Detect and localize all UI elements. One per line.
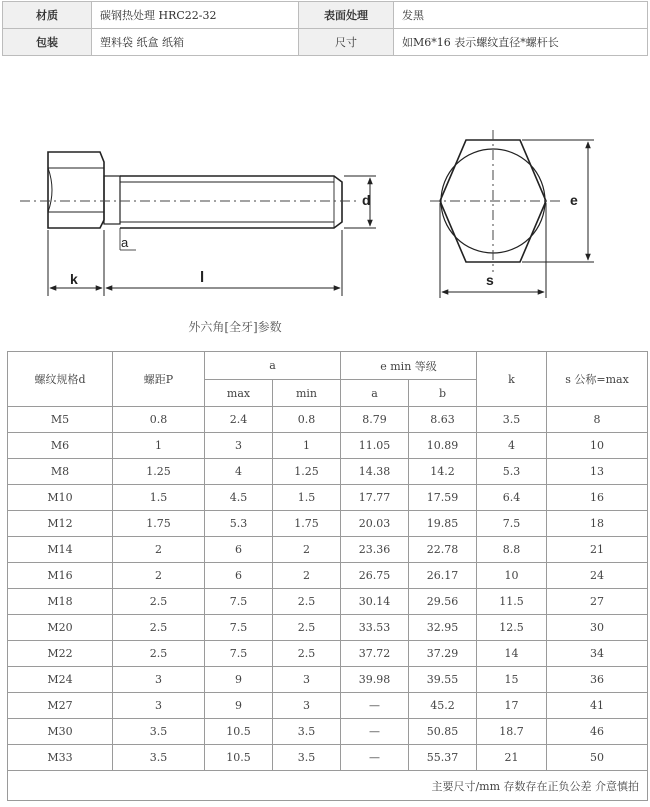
table-cell: 22.78	[409, 537, 477, 563]
table-cell: M5	[8, 407, 113, 433]
table-cell: 17.59	[409, 485, 477, 511]
table-cell: 8	[547, 407, 648, 433]
table-cell: 21	[477, 745, 547, 771]
table-cell: —	[341, 745, 409, 771]
size-label: 尺寸	[299, 29, 394, 56]
table-cell: —	[341, 719, 409, 745]
table-cell: 18	[547, 511, 648, 537]
table-cell: 0.8	[273, 407, 341, 433]
table-cell: 7.5	[205, 615, 273, 641]
table-cell: 14	[477, 641, 547, 667]
header-k: k	[477, 352, 547, 407]
material-value: 碳钢热处理 HRC22-32	[92, 2, 299, 29]
table-cell: 14.38	[341, 459, 409, 485]
table-cell: 18.7	[477, 719, 547, 745]
table-cell: M30	[8, 719, 113, 745]
table-row	[8, 589, 648, 615]
table-row	[8, 719, 648, 745]
table-cell: M24	[8, 667, 113, 693]
table-cell: M10	[8, 485, 113, 511]
table-cell: M8	[8, 459, 113, 485]
header-e: e min 等级	[341, 352, 477, 380]
table-cell: 7.5	[205, 641, 273, 667]
table-cell: 50.85	[409, 719, 477, 745]
header-a: a	[205, 352, 341, 380]
table-row	[8, 563, 648, 589]
table-cell: 3.5	[113, 719, 205, 745]
table-cell: 8.8	[477, 537, 547, 563]
header-a-min: min	[273, 380, 341, 407]
table-cell: 7.5	[205, 589, 273, 615]
header-a-max: max	[205, 380, 273, 407]
table-cell: 36	[547, 667, 648, 693]
info-row	[3, 29, 648, 56]
table-cell: 2	[273, 563, 341, 589]
table-cell: 10.5	[205, 745, 273, 771]
table-cell: 2.5	[113, 641, 205, 667]
table-cell: 10.5	[205, 719, 273, 745]
table-cell: 4	[477, 433, 547, 459]
table-cell: 1.75	[113, 511, 205, 537]
table-cell: 9	[205, 667, 273, 693]
dimension-k-l	[48, 230, 342, 296]
bolt-drawing	[0, 110, 650, 340]
table-cell: M6	[8, 433, 113, 459]
table-cell: 26.75	[341, 563, 409, 589]
table-cell: 26.17	[409, 563, 477, 589]
table-cell: 4	[205, 459, 273, 485]
table-cell: 23.36	[341, 537, 409, 563]
label-s: s	[486, 272, 494, 288]
table-cell: 45.2	[409, 693, 477, 719]
table-cell: 7.5	[477, 511, 547, 537]
table-cell: 50	[547, 745, 648, 771]
table-cell: 3.5	[273, 745, 341, 771]
table-cell: 1.5	[273, 485, 341, 511]
label-l: l	[200, 269, 205, 286]
table-cell: 12.5	[477, 615, 547, 641]
table-footer-note: 主要尺寸/mm 存数存在正负公差 介意慎拍	[8, 771, 648, 801]
table-cell: 41	[547, 693, 648, 719]
table-cell: 3	[113, 693, 205, 719]
table-cell: 6	[205, 537, 273, 563]
bolt-side-view	[48, 152, 342, 228]
table-cell: M27	[8, 693, 113, 719]
table-cell: 37.29	[409, 641, 477, 667]
table-cell: M20	[8, 615, 113, 641]
table-cell: 13	[547, 459, 648, 485]
table-cell: 2.4	[205, 407, 273, 433]
table-row	[8, 485, 648, 511]
table-cell: 39.98	[341, 667, 409, 693]
label-e: e	[570, 192, 578, 208]
label-k: k	[70, 271, 78, 287]
table-cell: 30.14	[341, 589, 409, 615]
table-cell: 55.37	[409, 745, 477, 771]
table-cell: M14	[8, 537, 113, 563]
table-row	[8, 433, 648, 459]
table-cell: 3	[273, 693, 341, 719]
table-cell: 32.95	[409, 615, 477, 641]
surface-value: 发黑	[394, 2, 648, 29]
label-d: d	[362, 192, 371, 208]
table-cell: 20.03	[341, 511, 409, 537]
table-cell: 30	[547, 615, 648, 641]
size-value: 如M6*16 表示螺纹直径*螺杆长	[394, 29, 648, 56]
table-cell: 6.4	[477, 485, 547, 511]
table-cell: 46	[547, 719, 648, 745]
table-cell: 27	[547, 589, 648, 615]
table-cell: 2.5	[113, 589, 205, 615]
material-label: 材质	[3, 2, 92, 29]
table-row	[8, 641, 648, 667]
table-cell: 5.3	[477, 459, 547, 485]
table-cell: 1	[273, 433, 341, 459]
header-e-a: a	[341, 380, 409, 407]
table-cell: M16	[8, 563, 113, 589]
table-cell: 16	[547, 485, 648, 511]
table-cell: 34	[547, 641, 648, 667]
table-cell: 4.5	[205, 485, 273, 511]
table-cell: 1.5	[113, 485, 205, 511]
package-label: 包装	[3, 29, 92, 56]
table-cell: 2.5	[113, 615, 205, 641]
dimension-d	[344, 176, 376, 228]
table-cell: 2	[113, 563, 205, 589]
table-cell: 6	[205, 563, 273, 589]
spec-table-body	[8, 407, 648, 771]
table-cell: 1.25	[273, 459, 341, 485]
table-cell: 3	[273, 667, 341, 693]
table-cell: 14.2	[409, 459, 477, 485]
table-cell: 3	[113, 667, 205, 693]
table-cell: 1.25	[113, 459, 205, 485]
table-cell: 17	[477, 693, 547, 719]
table-cell: 8.63	[409, 407, 477, 433]
table-cell: 10.89	[409, 433, 477, 459]
label-a: a	[121, 235, 129, 250]
header-e-b: b	[409, 380, 477, 407]
table-cell: 29.56	[409, 589, 477, 615]
header-row	[8, 352, 648, 380]
table-cell: 9	[205, 693, 273, 719]
table-cell: 2.5	[273, 615, 341, 641]
table-cell: 21	[547, 537, 648, 563]
product-info-table	[2, 1, 648, 56]
table-cell: 33.53	[341, 615, 409, 641]
table-cell: 1.75	[273, 511, 341, 537]
table-cell: 37.72	[341, 641, 409, 667]
footer-row	[8, 771, 648, 801]
table-cell: 2	[113, 537, 205, 563]
drawing-caption: 外六角[全牙]参数	[188, 320, 282, 334]
table-cell: 3.5	[273, 719, 341, 745]
table-row	[8, 407, 648, 433]
package-value: 塑料袋 纸盒 纸箱	[92, 29, 299, 56]
table-cell: M18	[8, 589, 113, 615]
table-cell: 11.5	[477, 589, 547, 615]
table-cell: 3.5	[113, 745, 205, 771]
table-cell: 3.5	[477, 407, 547, 433]
table-cell: 24	[547, 563, 648, 589]
table-cell: —	[341, 693, 409, 719]
table-cell: 10	[547, 433, 648, 459]
table-cell: 39.55	[409, 667, 477, 693]
table-cell: 5.3	[205, 511, 273, 537]
spec-table	[7, 351, 648, 801]
table-row	[8, 615, 648, 641]
header-pitch: 螺距P	[113, 352, 205, 407]
table-cell: M12	[8, 511, 113, 537]
table-cell: 1	[113, 433, 205, 459]
table-row	[8, 537, 648, 563]
table-cell: 10	[477, 563, 547, 589]
table-row	[8, 745, 648, 771]
header-spec: 螺纹规格d	[8, 352, 113, 407]
header-s: s 公称=max	[547, 352, 648, 407]
table-cell: 3	[205, 433, 273, 459]
table-cell: 17.77	[341, 485, 409, 511]
table-cell: 2.5	[273, 589, 341, 615]
surface-label: 表面处理	[299, 2, 394, 29]
table-cell: 19.85	[409, 511, 477, 537]
table-row	[8, 459, 648, 485]
info-row	[3, 2, 648, 29]
table-cell: M22	[8, 641, 113, 667]
table-row	[8, 693, 648, 719]
table-cell: M33	[8, 745, 113, 771]
table-cell: 0.8	[113, 407, 205, 433]
table-cell: 2	[273, 537, 341, 563]
table-row	[8, 667, 648, 693]
table-cell: 2.5	[273, 641, 341, 667]
table-cell: 8.79	[341, 407, 409, 433]
table-cell: 11.05	[341, 433, 409, 459]
table-row	[8, 511, 648, 537]
table-cell: 15	[477, 667, 547, 693]
